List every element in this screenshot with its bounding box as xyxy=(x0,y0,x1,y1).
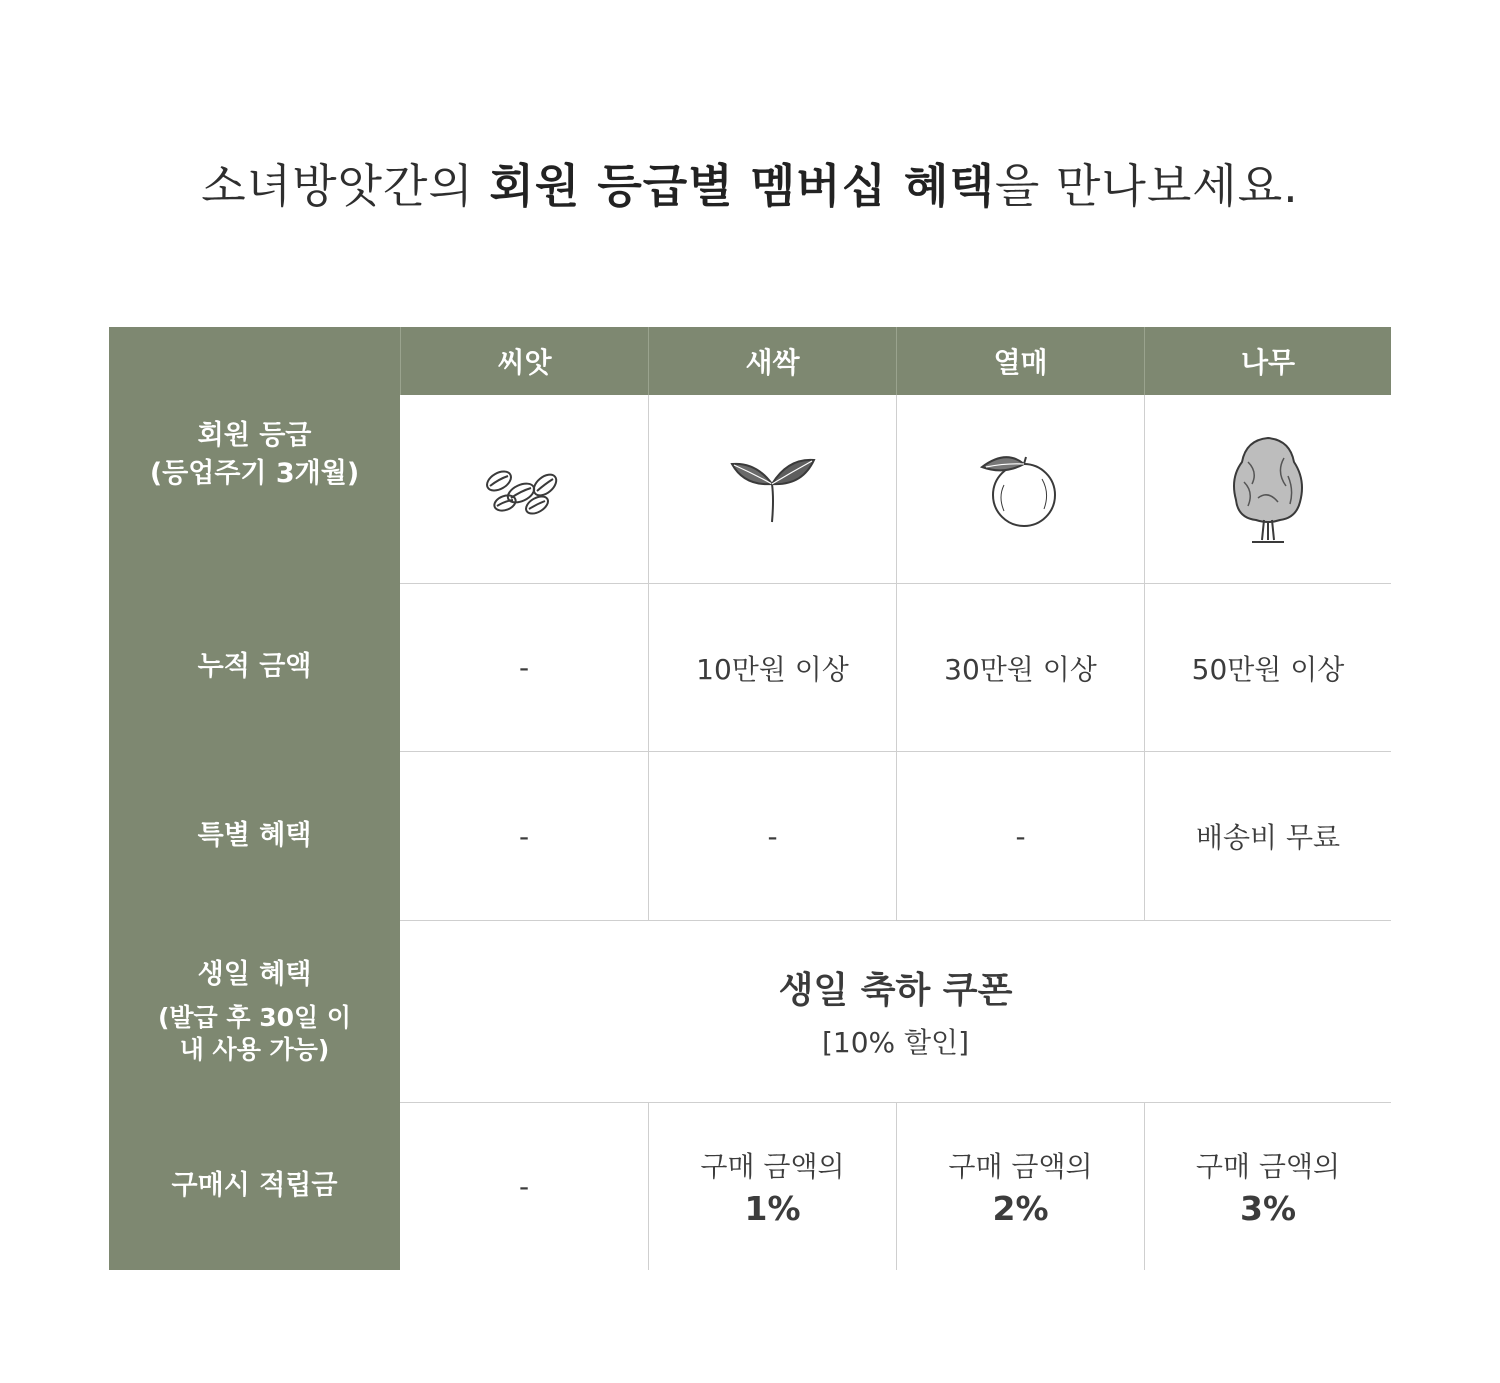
row-label-accumulated: 누적 금액 xyxy=(109,583,400,751)
title-prefix: 소녀방앗간의 xyxy=(201,159,490,213)
membership-table xyxy=(109,327,1391,1270)
title-emphasis: 회원 등급별 멤버십 혜택 xyxy=(489,159,995,213)
row-label-grade xyxy=(109,395,400,583)
grade-header-fruit: 열매 xyxy=(896,327,1144,395)
row-label-birthday-sub: (발급 후 30일 이내 사용 가능) xyxy=(157,1003,352,1064)
row-label-grade-sub: (등업주기 3개월) xyxy=(149,458,360,489)
points-value-seed: - xyxy=(400,1102,648,1270)
points-value-sprout xyxy=(648,1102,896,1270)
row-label-grade-title: 회원 등급 xyxy=(197,420,312,451)
grade-icon-cell-seed xyxy=(400,395,648,583)
accumulated-value-fruit: 30만원 이상 xyxy=(896,583,1144,751)
tree-icon xyxy=(1228,432,1308,547)
special-value-fruit: - xyxy=(896,751,1144,920)
accumulated-value-sprout: 10만원 이상 xyxy=(648,583,896,751)
fruit-icon xyxy=(976,449,1066,529)
seeds-icon xyxy=(479,459,569,519)
birthday-coupon-cell xyxy=(400,920,1391,1102)
points-rate: 1% xyxy=(744,1189,801,1228)
row-label-birthday xyxy=(109,920,400,1102)
sprout-icon xyxy=(728,454,818,524)
grade-header-tree: 나무 xyxy=(1144,327,1391,395)
special-value-seed: - xyxy=(400,751,648,920)
page-title xyxy=(0,150,1500,216)
birthday-coupon-title: 생일 축하 쿠폰 xyxy=(778,970,1013,1011)
row-label-points: 구매시 적립금 xyxy=(109,1102,400,1270)
accumulated-value-seed: - xyxy=(400,583,648,751)
points-rate: 3% xyxy=(1239,1189,1297,1228)
points-value-fruit xyxy=(896,1102,1144,1270)
grade-header-sprout: 새싹 xyxy=(648,327,896,395)
points-value-tree xyxy=(1144,1102,1391,1270)
points-prefix: 구매 금액의 xyxy=(948,1150,1093,1183)
points-rate: 2% xyxy=(992,1189,1049,1228)
grade-header-seed: 씨앗 xyxy=(400,327,648,395)
row-label-birthday-title: 생일 혜택 xyxy=(197,959,312,990)
grade-icon-cell-sprout xyxy=(648,395,896,583)
special-value-sprout: - xyxy=(648,751,896,920)
table-corner xyxy=(109,327,400,395)
accumulated-value-tree: 50만원 이상 xyxy=(1144,583,1391,751)
points-prefix: 구매 금액의 xyxy=(1195,1150,1341,1183)
grade-icon-cell-tree xyxy=(1144,395,1391,583)
points-prefix: 구매 금액의 xyxy=(700,1150,845,1183)
birthday-coupon-detail: [10% 할인] xyxy=(821,1026,970,1059)
special-value-tree: 배송비 무료 xyxy=(1144,751,1391,920)
row-label-special: 특별 혜택 xyxy=(109,751,400,920)
grade-icon-cell-fruit xyxy=(896,395,1144,583)
title-suffix: 을 만나보세요. xyxy=(994,159,1299,213)
